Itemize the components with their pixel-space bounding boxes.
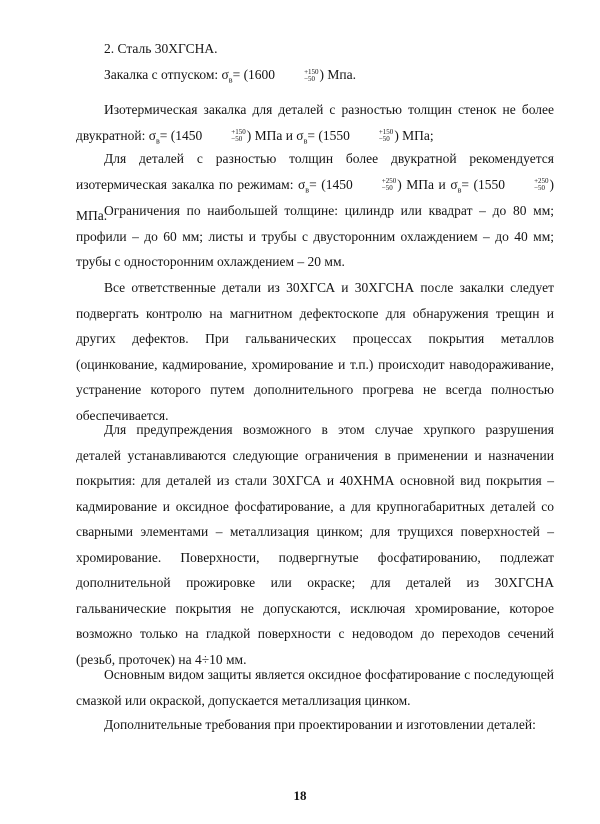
paragraph-isothermal-twofold: Изотермическая закалка для деталей с разностью толщин стенок не более двукратной: $\sigma_в= (1450$ +150 −50 ) МПа и $\sigma_в= (1550$ +150 −50 ) МПа; <box>76 102 554 146</box>
tolerance: +150 −50 <box>378 128 394 144</box>
paragraph-main-protection: Основным видом защиты является оксидное фосфатирование с последующей смазкой или окраской, допускается металлизация цинком. <box>76 667 554 708</box>
paragraph-thickness-limits: Ограничения по наибольшей толщине: цилиндр или квадрат – до 80 мм; профили – до 60 мм; листы и трубы с двусторонним охлаждением – до 40 мм; трубы с односторонним охлаждением – 20 мм. <box>76 203 554 269</box>
paragraph-coating-restrictions: Для предупреждения возможного в этом случае хрупкого разрушения деталей устанавливаются следующие ограничения в применении и назначении покрытия: для деталей из стали 30ХГСА и 40ХНМА основной вид покрытия – кадмирование и оксидное фосфатирование, а для крупногабаритных деталей со сварными элементами – металлизация цинком; для трущихся поверхностей – хромирование. Поверхности, подвергнутые фосфатированию, подлежат дополнительной прожировке или окраске; для деталей из 30ХГСНА гальванические покрытия не допускаются, исключая хромирование, которое возможно только на гладкой поверхности с недоводом до переходов сечений (резьб, проточек) на 4÷10 мм. <box>76 422 554 667</box>
paragraph-isothermal-modes: Для деталей с разностью толщин более двукратной рекомендуется изотермическая закалка по режимам: $\sigma_в= (1450$ +250 −50 ) МПа и $\sigma_в= (1550$ +250 −50 ) МПа. <box>76 151 555 223</box>
tolerance: +150 −50 <box>231 128 246 144</box>
tolerance: +250 −50 <box>534 177 549 193</box>
paragraph-quench-temper: Закалка с отпуском: $\sigma_в= (1600$ +150 −50 ) Мпа. <box>104 67 356 85</box>
tolerance: +150 −50 <box>304 67 319 83</box>
page-number: 18 <box>293 788 307 803</box>
section-heading: 2. Сталь 30ХГСНА. <box>104 41 218 56</box>
tolerance: +250 −50 <box>381 177 397 193</box>
paragraph-additional-requirements: Дополнительные требования при проектировании и изготовлении деталей: <box>104 717 536 732</box>
paragraph-inspection: Все ответственные детали из 30ХГСА и 30ХГСНА после закалки следует подвергать контролю на магнитном дефектоскопе для обнаружения трещин и других дефектов. При гальванических процессах покрытия металлов (оцинкование, кадмирование, хромирование и т.п.) происходит наводораживание, устранение которого путем дополнительного прогрева не всегда полностью обеспечивается. <box>76 280 554 423</box>
